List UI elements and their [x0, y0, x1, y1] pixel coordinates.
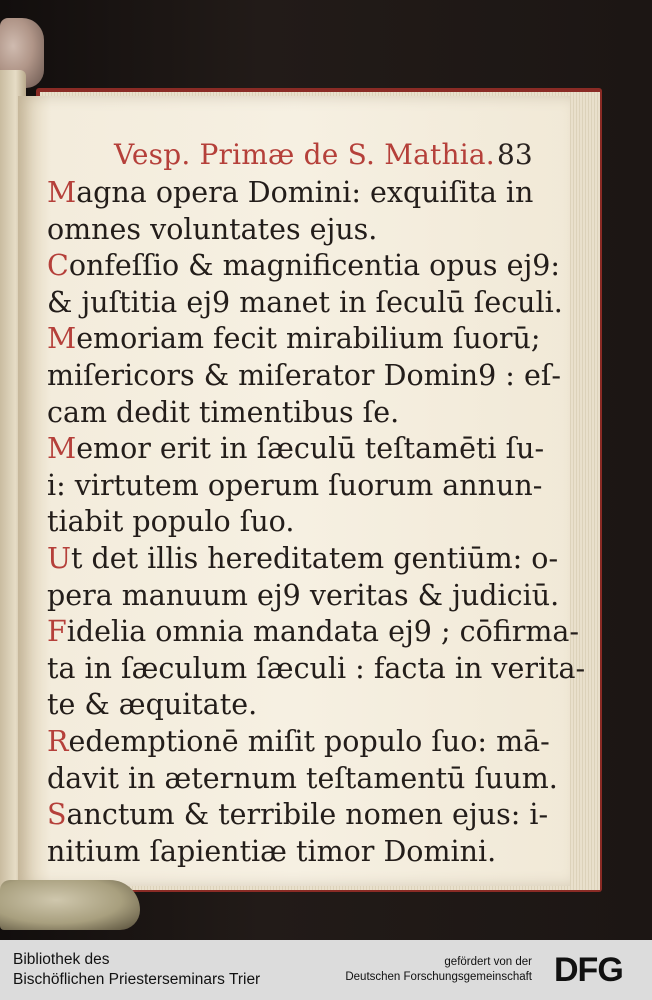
funding-line-2: Deutschen Forschungsgemeinschaft	[345, 971, 532, 983]
library-line-2: Bischöflichen Priesterseminars Trier	[13, 971, 261, 988]
line-text: tiabit populo ſuo.	[47, 505, 295, 539]
text-line	[47, 358, 562, 395]
psalm-text	[47, 175, 586, 870]
running-title: Vesp. Primæ de S. Mathia.	[114, 138, 495, 171]
line-text: miſericors & miſerator Domin9 : eſ-	[47, 358, 562, 392]
text-line	[47, 797, 547, 834]
page-number: 83	[497, 138, 533, 171]
line-text: emoriam fecit mirabilium ſuorū;	[76, 322, 541, 356]
text-line	[47, 285, 563, 322]
line-text: nitium ſapientiæ timor Domini.	[47, 834, 497, 868]
red-initial: S	[47, 798, 67, 832]
red-initial: M	[47, 176, 77, 209]
line-text: i: virtutem operum ſuorum annun-	[47, 468, 543, 502]
text-line	[47, 395, 547, 432]
text-line	[47, 614, 580, 651]
line-text: pera manuum ej9 veritas & judiciū.	[47, 578, 560, 612]
red-initial: F	[47, 615, 67, 649]
line-text: agna opera Domini: exquiſita in	[76, 176, 534, 209]
text-line	[47, 468, 547, 505]
library-line-1: Bibliothek des	[13, 951, 110, 968]
line-text: emor erit in ſæculū teſtamēti ſu-	[76, 432, 545, 466]
red-initial: C	[47, 249, 69, 283]
line-text: te & æquitate.	[47, 688, 258, 722]
line-text: anctum & terribile nomen ejus: i-	[66, 798, 549, 832]
dfg-logo: DFG	[554, 951, 623, 989]
funding-line-1: gefördert von der	[444, 956, 532, 968]
text-line	[47, 651, 586, 688]
red-initial: M	[47, 432, 77, 466]
line-text: t det illis hereditatem gentiūm: o-	[71, 541, 559, 575]
text-line	[47, 431, 547, 468]
funding-credit	[345, 955, 532, 985]
line-text: idelia omnia mandata ej9 ; cōfirma-	[66, 615, 580, 649]
text-line	[47, 212, 547, 249]
text-line	[47, 834, 547, 871]
text-line	[47, 321, 547, 358]
red-initial: R	[47, 724, 69, 758]
line-text: omnes voluntates ejus.	[47, 212, 378, 246]
line-text: edemptionē miſit populo ſuo: mā-	[68, 724, 550, 758]
text-line	[47, 248, 561, 285]
line-text: davit in æternum teſtamentū ſuum.	[47, 761, 558, 795]
line-text: onfeſſio & magnificentia opus ej9:	[68, 249, 561, 283]
text-line	[47, 175, 547, 212]
library-credit	[13, 950, 260, 990]
red-initial: M	[47, 322, 77, 356]
line-text: cam dedit timentibus ſe.	[47, 395, 400, 429]
line-text: ta in ſæculum ſæculi : facta in verita-	[47, 651, 586, 685]
text-line	[47, 504, 547, 541]
text-line	[47, 541, 559, 578]
text-line	[47, 761, 558, 798]
footer-bar	[0, 940, 652, 1000]
text-line	[47, 724, 550, 761]
red-initial: U	[47, 541, 72, 575]
page-header	[0, 138, 652, 178]
line-text: & juſtitia ej9 manet in ſeculū ſeculi.	[47, 285, 563, 319]
text-line	[47, 687, 547, 724]
text-line	[47, 578, 560, 615]
fabric-scrap	[0, 880, 140, 930]
